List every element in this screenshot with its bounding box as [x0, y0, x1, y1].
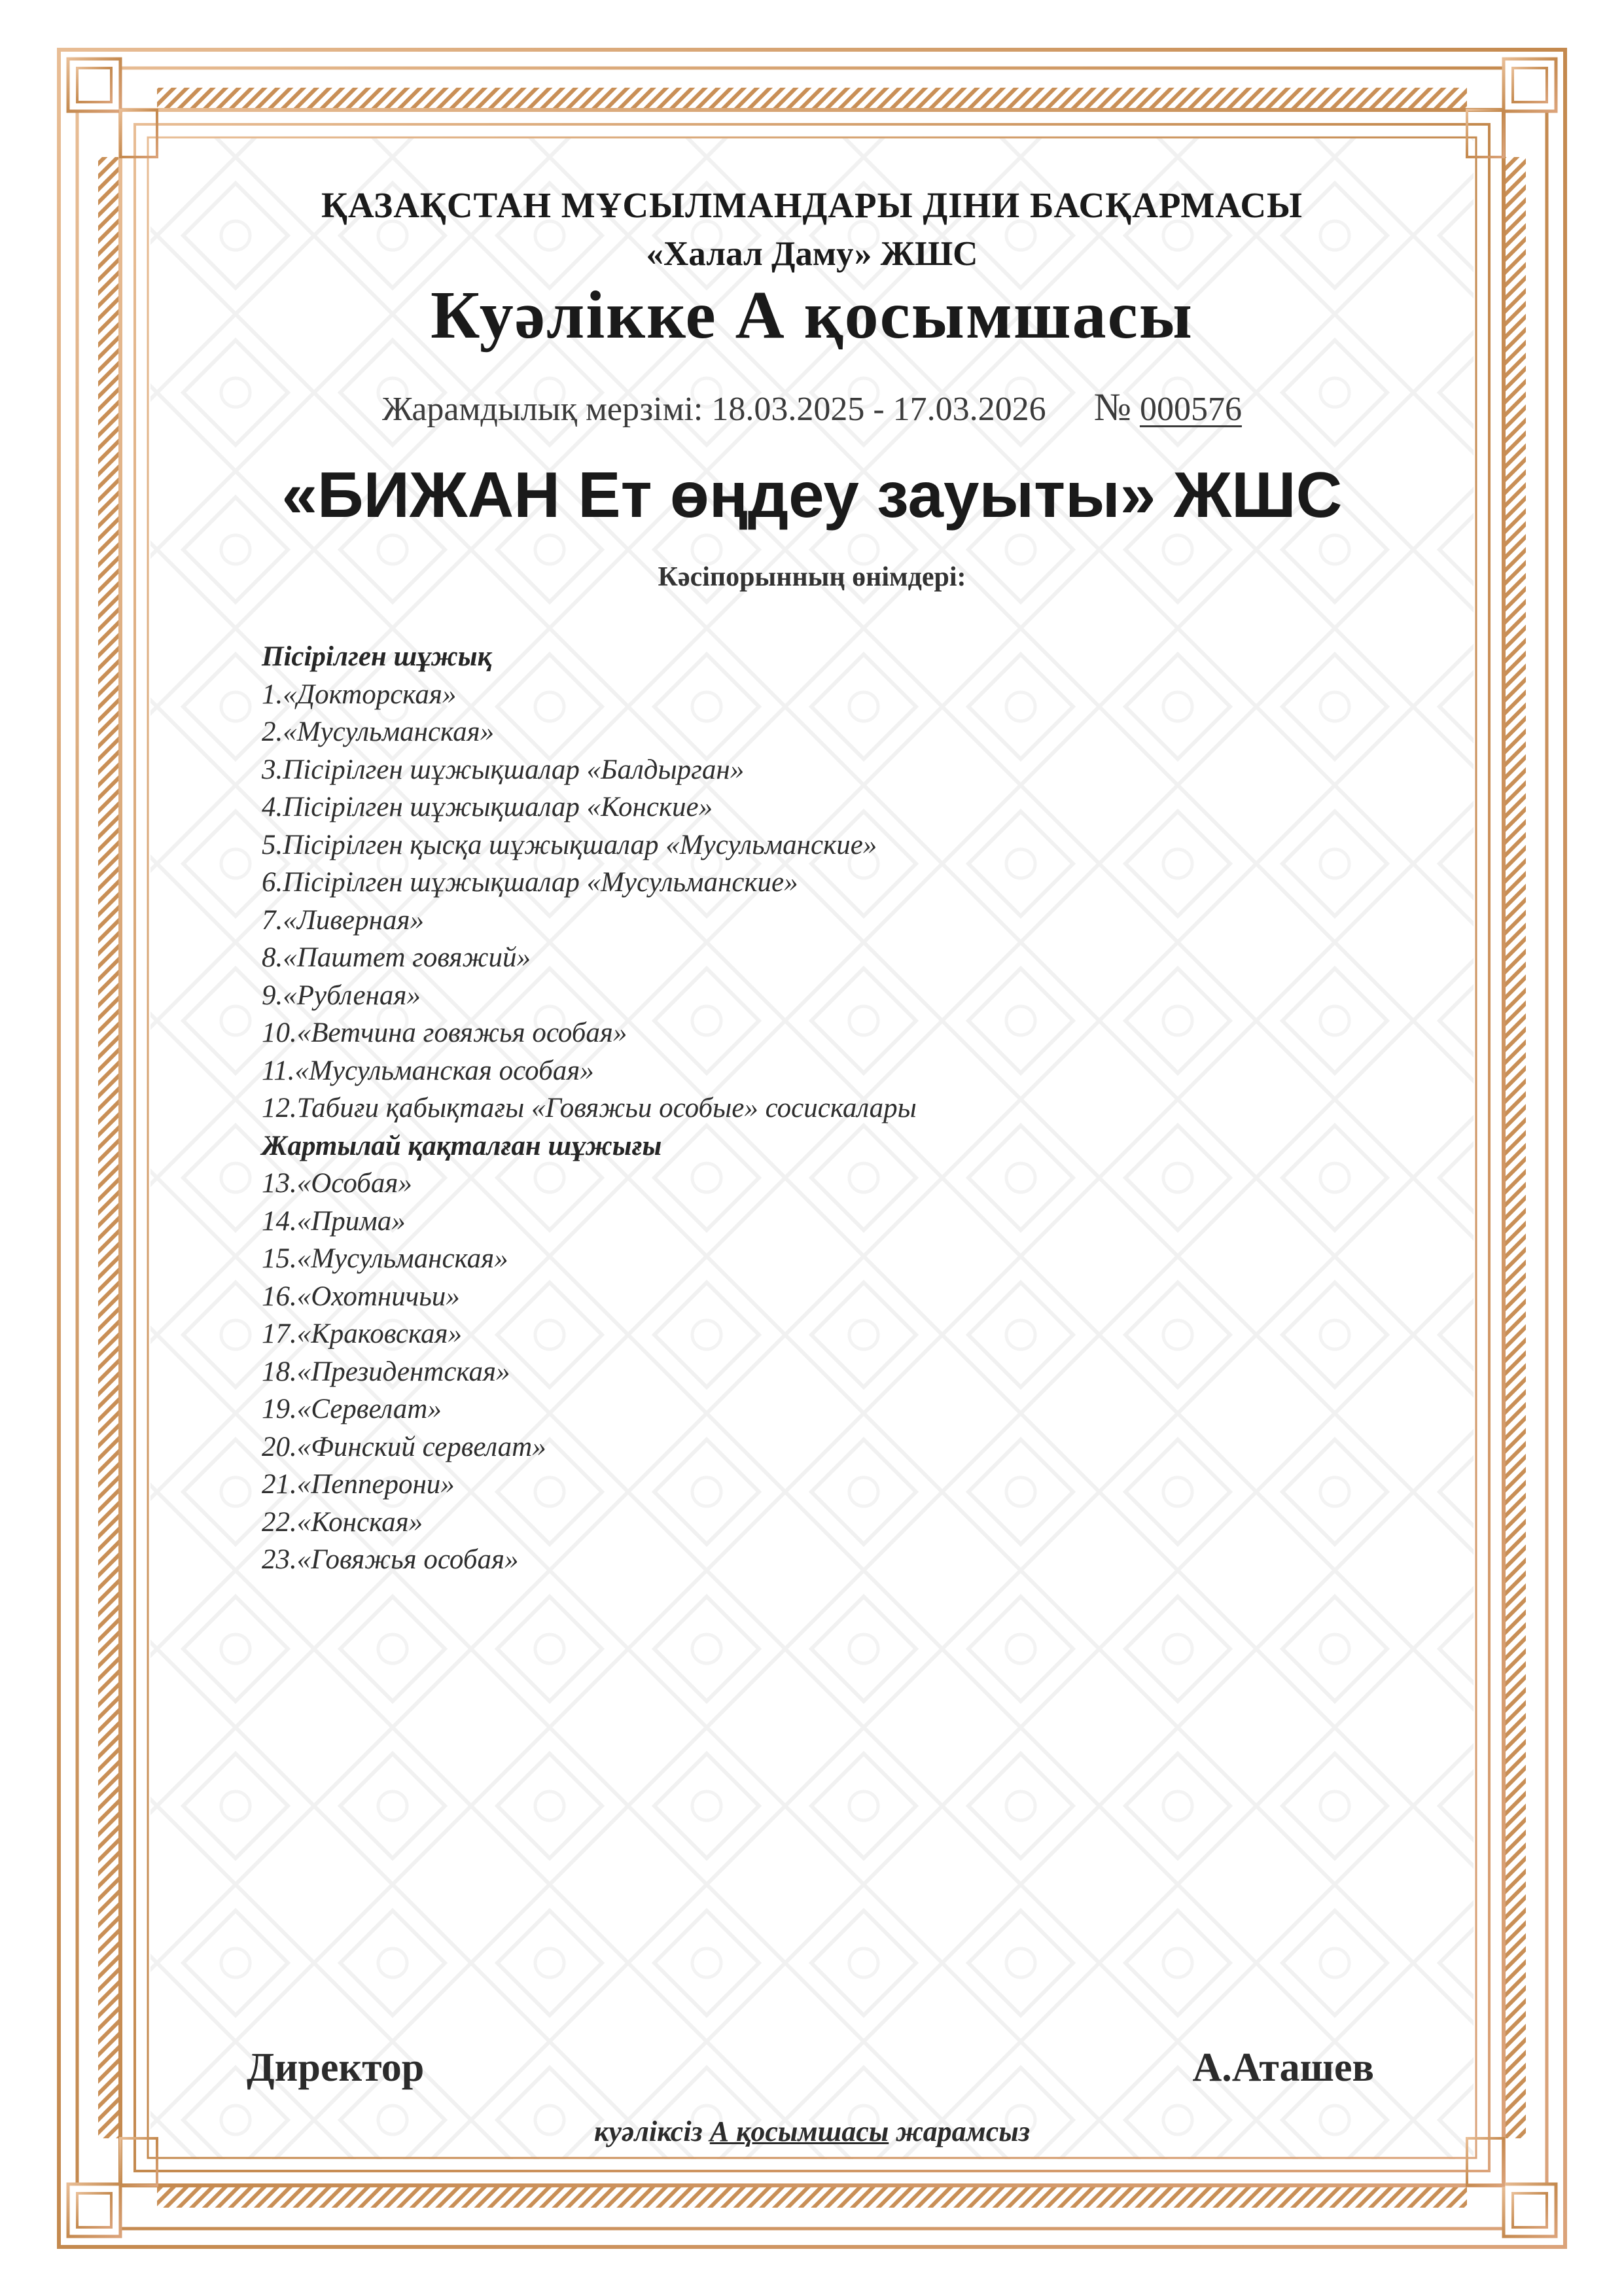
list-item: 3.Пісірілген шұжықшалар «Балдырган» — [262, 754, 745, 785]
list-item: 14.«Прима» — [262, 1205, 406, 1237]
list-item: 17.«Краковская» — [262, 1318, 462, 1349]
list-item: 23.«Говяжья особая» — [262, 1544, 519, 1575]
organization-name: ҚАЗАҚСТАН МҰСЫЛМАНДАРЫ ДІНИ БАСҚАРМАСЫ — [321, 185, 1303, 225]
signatory-name: А.Аташев — [1192, 2045, 1374, 2090]
footer-underlined: А қосымшасы — [709, 2115, 889, 2147]
products-heading: Кәсіпорынның өнімдері: — [658, 562, 966, 592]
category-heading: Жартылай қақталған шұжығы — [262, 1130, 662, 1161]
list-item: 20.«Финский сервелат» — [262, 1431, 546, 1462]
validity-line — [0, 385, 1624, 430]
list-item: 10.«Ветчина говяжья особая» — [262, 1017, 627, 1048]
list-item: 21.«Пеппeрони» — [262, 1469, 455, 1500]
footer-after: жарамсыз — [896, 2115, 1030, 2147]
list-item: 9.«Рубленая» — [262, 980, 421, 1011]
certificate-number: 000576 — [1139, 391, 1242, 428]
list-item: 11.«Мусульманская особая» — [262, 1055, 594, 1086]
footer-before: куәліксіз — [594, 2115, 703, 2147]
validity-period: Жарамдылық мерзімі: 18.03.2025 - 17.03.2026 — [382, 391, 1046, 428]
list-item: 15.«Мусульманская» — [262, 1243, 508, 1274]
list-item: 8.«Паштет говяжий» — [262, 942, 531, 973]
product-list — [262, 638, 1439, 1579]
signatory-title: Директор — [247, 2045, 425, 2090]
list-item: 12.Табиғи қабықтағы «Говяжьи особые» сосискалары — [262, 1093, 917, 1123]
list-item: 16.«Охотничьи» — [262, 1280, 460, 1312]
company-name: «БИЖАН Ет өңдеу зауыты» ЖШС — [281, 459, 1343, 531]
document-title: Куәлікке А қосымшасы — [430, 277, 1194, 353]
list-item: 6.Пісірілген шұжықшалар «Мусульманские» — [262, 867, 798, 898]
footer-note — [0, 2115, 1624, 2148]
list-item: 5.Пісірілген қысқа шұжықшалар «Мусульманские» — [262, 829, 877, 860]
list-item: 19.«Сервелат» — [262, 1394, 442, 1424]
list-item: 1.«Докторская» — [262, 679, 457, 710]
list-item: 18.«Президентская» — [262, 1356, 510, 1387]
category-heading: Пісірілген шұжық — [262, 641, 492, 672]
list-item: 13.«Особая» — [262, 1168, 412, 1199]
list-item: 2.«Мусульманская» — [262, 716, 495, 747]
list-item: 22.«Конская» — [262, 1506, 423, 1538]
list-item: 7.«Ливерная» — [262, 904, 424, 936]
list-item: 4.Пісірілген шұжықшалар «Конские» — [262, 792, 713, 822]
suborganization-name: «Халал Даму» ЖШС — [646, 235, 978, 273]
number-sign: № — [1093, 385, 1131, 429]
